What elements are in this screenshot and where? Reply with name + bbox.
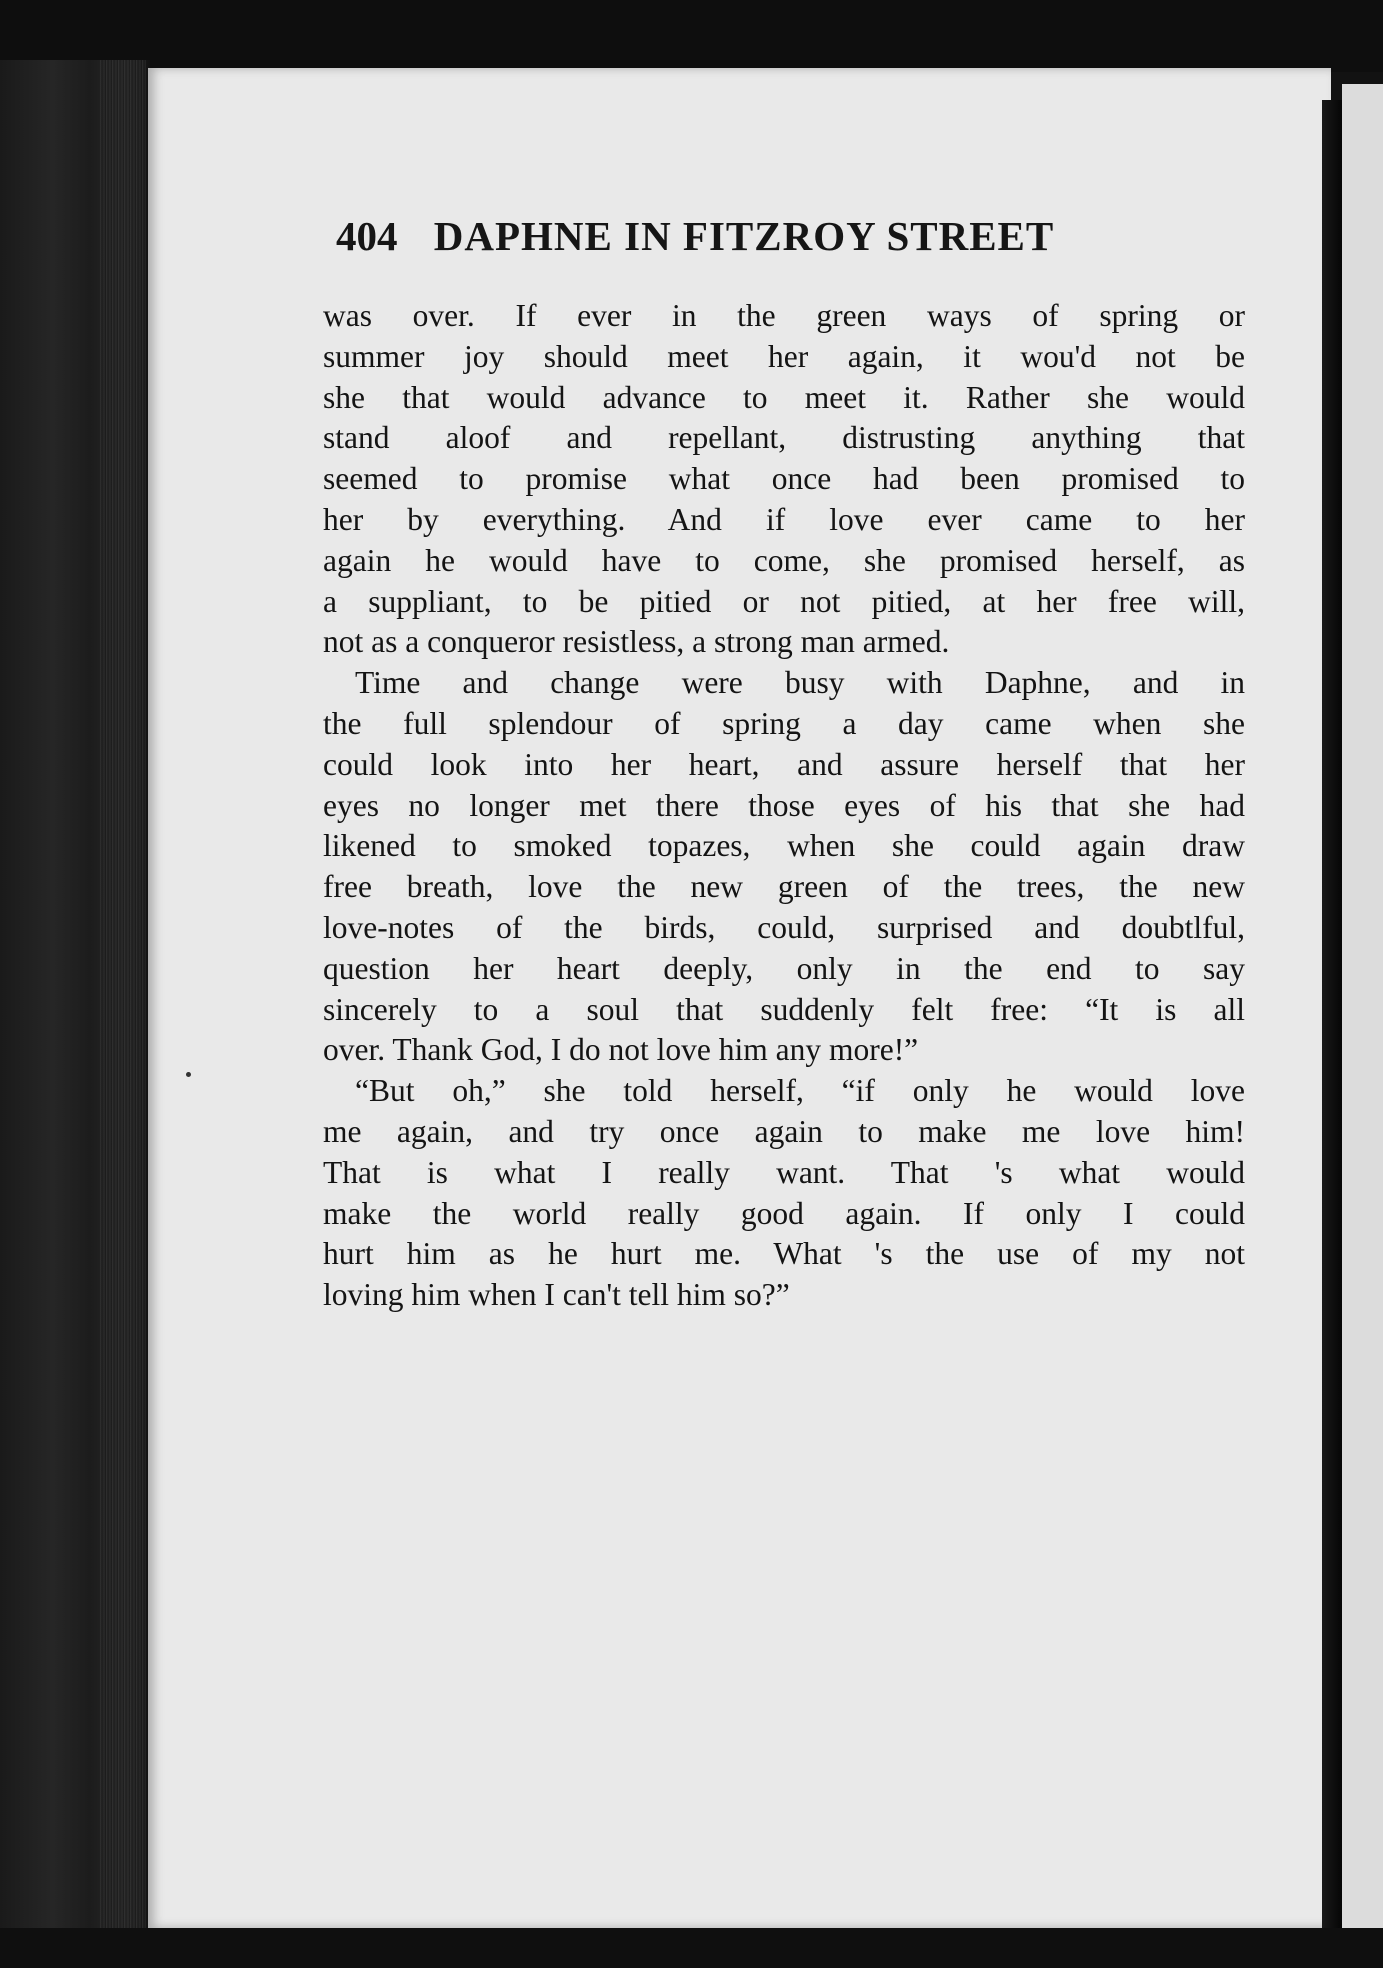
book-gutter (1322, 100, 1342, 1930)
text-line: Time and change were busy with Daphne, and in (355, 665, 1245, 701)
text-line: likened to smoked topazes, when she could again draw (323, 828, 1245, 864)
text-line: make the world really good again. If only I could (323, 1195, 1245, 1231)
scan-speck (186, 1072, 191, 1077)
text-line: over. Thank God, I do not love him any more!” (323, 1032, 919, 1068)
text-line: That is what I really want. That 's what would (323, 1154, 1245, 1190)
body-text (323, 296, 1245, 1316)
text-line: me again, and try once again to make me love him! (323, 1113, 1245, 1149)
text-line: hurt him as he hurt me. What 's the use of my not (323, 1236, 1245, 1272)
text-line: stand aloof and repellant, distrusting anything that (323, 420, 1245, 456)
text-line: a suppliant, to be pitied or not pitied, at her free will, (323, 583, 1245, 619)
text-line: seemed to promise what once had been promised to (323, 461, 1245, 497)
text-line: she that would advance to meet it. Rather she would (323, 379, 1245, 415)
text-line: the full splendour of spring a day came when she (323, 705, 1245, 741)
running-title: DAPHNE IN FITZROY STREET (433, 213, 1055, 259)
page-stack-edge (100, 60, 146, 1968)
facing-page-edge (1342, 84, 1383, 1968)
text-line: love-notes of the birds, could, surprised and doubtlful, (323, 909, 1245, 945)
running-header (336, 212, 1116, 260)
text-line: question her heart deeply, only in the end to say (323, 950, 1245, 986)
text-line: loving him when I can't tell him so?” (323, 1277, 790, 1313)
scan-bottom-border (0, 1928, 1383, 1968)
text-line: could look into her heart, and assure herself that her (323, 746, 1245, 782)
text-line: “But oh,” she told herself, “if only he would love (355, 1073, 1245, 1109)
text-line: free breath, love the new green of the trees, the new (323, 869, 1245, 905)
text-line: her by everything. And if love ever came to her (323, 501, 1245, 537)
text-line: not as a conqueror resistless, a strong man armed. (323, 624, 950, 660)
scan-top-border (0, 0, 1383, 72)
text-line: again he would have to come, she promised herself, as (323, 542, 1245, 578)
text-line: summer joy should meet her again, it wou'd not be (323, 338, 1245, 374)
text-line: eyes no longer met there those eyes of his that she had (323, 787, 1245, 823)
text-line: sincerely to a soul that suddenly felt free: “It is all (323, 991, 1245, 1027)
text-line: was over. If ever in the green ways of spring or (323, 298, 1245, 333)
page-number: 404 (336, 213, 398, 259)
